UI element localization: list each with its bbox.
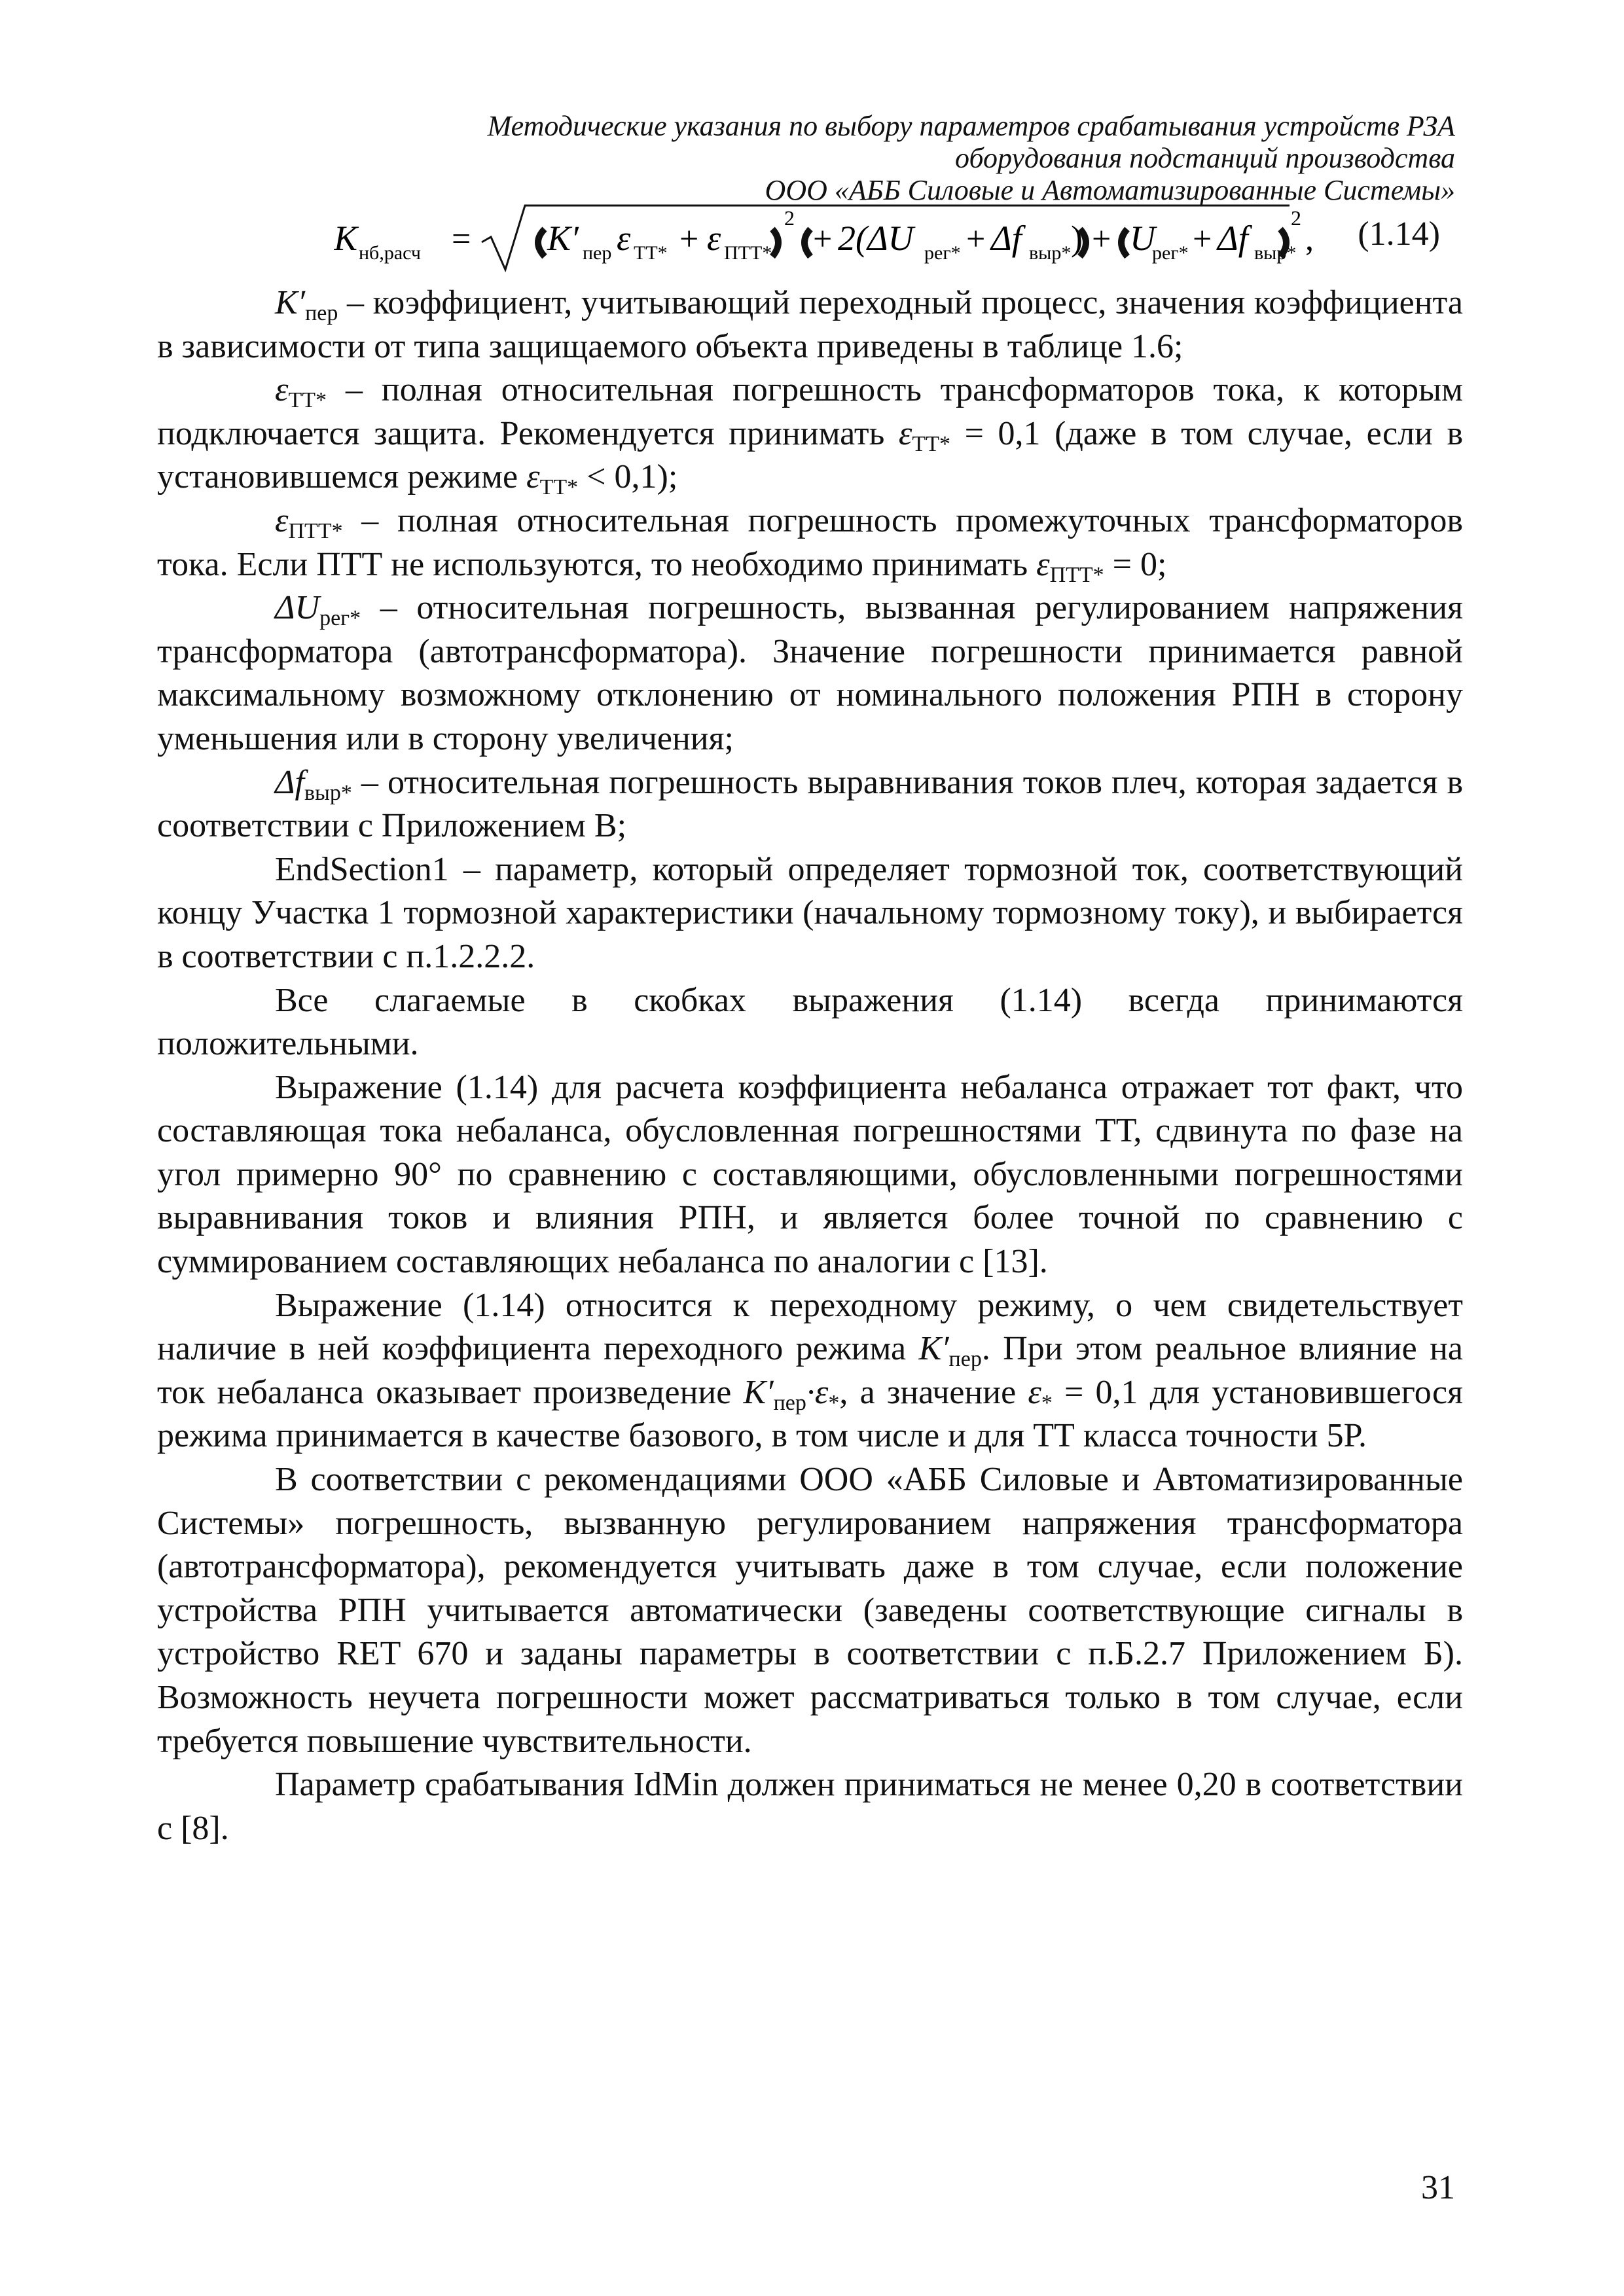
paragraph-text: – полная относительная погрешность трансформаторов тока, к которым подключается защита. Рекомендуется принимать	[157, 371, 1463, 452]
symbol-eps-tt-sub: TT*	[912, 431, 950, 456]
paragraph-text: – коэффициент, учитывающий переходный процесс, значения коэффициента в зависимости от типа защищаемого объекта приведены в таблице 1.6;	[157, 284, 1463, 365]
formula-delta-f: Δf	[991, 219, 1022, 258]
paragraph-ureg-definition	[157, 586, 1463, 761]
formula-plus-5: +	[1193, 221, 1212, 258]
paragraph-text: (даже в том случае, если в установившемся режиме	[157, 414, 1464, 496]
symbol-eps-ptt: ε	[275, 501, 289, 539]
formula-delta-u: 2(ΔU	[838, 219, 914, 258]
symbol-eps-ptt-sub: ПТТ*	[288, 518, 343, 543]
paragraph-positive-terms: Все слагаемые в скобках выражения (1.14) всегда принимаются положительными.	[157, 981, 1463, 1063]
symbol-star-sub: *	[828, 1390, 840, 1415]
formula-close-paren: )	[1071, 219, 1083, 258]
equation-inline: = 0,1	[950, 414, 1041, 452]
formula-square-2: 2	[1291, 206, 1301, 230]
bracket-open-1	[538, 229, 545, 257]
symbol-kper: K′	[743, 1373, 774, 1411]
formula-eps-tt: ε	[617, 219, 631, 258]
paragraph-text: – относительная погрешность выравнивания токов плеч, которая задается в соответствии с Приложением В;	[157, 763, 1463, 845]
symbol-delta-f: Δf	[275, 763, 304, 801]
symbol-eps-ptt: ε	[1036, 545, 1050, 583]
page-number: 31	[1421, 2169, 1455, 2206]
paragraph-text: Выражение (1.14) относится к переходному режиму, о чем свидетельствует наличие в ней коэффициента переходного режима	[157, 1286, 1463, 1368]
formula-ureg-sub-2: рег*	[1152, 242, 1189, 264]
symbol-delta-u-sub: рег*	[319, 606, 361, 631]
paragraph-fvyr-definition	[157, 761, 1463, 848]
symbol-eps-tt: ε	[526, 458, 540, 496]
equation-number: (1.14)	[1358, 215, 1440, 253]
equation-inline: = 0;	[1104, 545, 1167, 583]
symbol-eps-tt-sub: TT*	[288, 388, 327, 413]
header-line-3: ООО «АББ Силовые и Автоматизированные Системы»	[765, 174, 1455, 206]
paragraph-eps-tt-definition	[157, 368, 1463, 499]
paragraph-endsection1: EndSection1 – параметр, который определяет тормозной ток, соответствующий концу Участка 1 тормозной характеристики (начальному тормозному току), и выбирается в соответствии с п.1.2.2.2.	[157, 850, 1463, 975]
formula-delta-f-2: Δf	[1218, 219, 1248, 258]
formula-square-1: 2	[784, 206, 795, 230]
symbol-kper: K′	[275, 284, 306, 321]
paragraph-text: . При этом реальное влияние на ток небаланса оказывает произведение	[157, 1330, 1463, 1411]
formula-plus-3: +	[966, 221, 986, 258]
formula-lhs-sub: нб,расч	[359, 242, 421, 264]
formula-kper-sub: пер	[583, 242, 612, 264]
formula-equals: =	[452, 221, 471, 258]
formula-plus-1: +	[679, 221, 699, 258]
paragraph-text: – относительная погрешность, вызванная регулированием напряжения трансформатора (автотрансформатора). Значение погрешности принимается равной максимальному возможному отклонению от номинального положения РПН в сторону уменьшения или в сторону увеличения;	[157, 589, 1463, 757]
paragraph-idmin: Параметр срабатывания IdMin должен приниматься не менее 0,20 в соответствии с [8].	[157, 1766, 1463, 1847]
formula-plus-2: +	[813, 221, 833, 258]
formula-fvyr-sub: выр*	[1029, 242, 1072, 264]
formula-eps-ptt-sub: ПТТ*	[724, 242, 772, 264]
page-body	[157, 281, 1463, 1850]
bracket-open-3	[1121, 229, 1127, 257]
symbol-eps: ε	[1028, 1373, 1041, 1411]
formula-u: U	[1130, 219, 1155, 258]
symbol-kper-sub: пер	[773, 1390, 806, 1415]
paragraph-text: , а значение	[839, 1373, 1028, 1411]
paragraph-expression-accuracy: Выражение (1.14) для расчета коэффициента небаланса отражает тот факт, что составляющая тока небаланса, обусловленная погрешностями ТТ, сдвинута по фазе на угол примерно 90° по сравнению с составляющими, обусловленными погрешностями выравнивания токов и влияния РПН, и является более точной по сравнению с суммированием составляющих небаланса по аналогии с [13].	[157, 1068, 1463, 1281]
formula-graphic	[334, 203, 1316, 275]
symbol-eps-tt-sub: TT*	[539, 475, 579, 500]
formula-ureg-sub: рег*	[924, 242, 961, 264]
symbol-kper-sub: пер	[305, 301, 338, 325]
bracket-close-1	[772, 229, 778, 257]
formula-kper: K′	[547, 219, 579, 258]
paragraph-kper-definition	[157, 281, 1463, 368]
symbol-delta-u: ΔU	[275, 589, 320, 627]
paragraph-eps-ptt-definition	[157, 499, 1463, 586]
paragraph-abb-recommendation: В соответствии с рекомендациями ООО «АББ Силовые и Автоматизированные Системы» погрешность, вызванную регулированием напряжения трансформатора (автотрансформатора), рекомендуется учитывать даже в том случае, если положение устройства РПН учитывается автоматически (заведены соответствующие сигналы в устройство RET 670 и заданы параметры в соответствии с п.Б.2.7 Приложением Б). Возможность неучета погрешности может рассматриваться только в том случае, если требуется повышение чувствительности.	[157, 1461, 1463, 1760]
paragraph-transient-mode	[157, 1284, 1463, 1458]
formula-eps-ptt: ε	[707, 219, 721, 258]
formula-1-14	[334, 203, 1440, 275]
symbol-eps-tt: ε	[898, 414, 912, 452]
header-line-1: Методические указания по выбору параметров срабатывания устройств РЗА	[487, 110, 1455, 142]
formula-lhs: K	[334, 219, 358, 258]
symbol-delta-f-sub: выр*	[304, 780, 352, 805]
symbol-product: ·ε	[806, 1373, 829, 1411]
symbol-eps-ptt-sub: ПТТ*	[1049, 562, 1104, 587]
symbol-star-sub: *	[1041, 1390, 1053, 1415]
symbol-kper: K′	[918, 1330, 949, 1368]
equation-inline: < 0,1);	[578, 458, 678, 496]
paragraph-text: – полная относительная погрешность промежуточных трансформаторов тока. Если ПТТ не используются, то необходимо принимать	[157, 501, 1463, 583]
symbol-eps-tt: ε	[275, 371, 289, 409]
formula-plus-4: +	[1092, 221, 1111, 258]
formula-fvyr-sub-2: выр*	[1254, 242, 1297, 264]
formula-eps-tt-sub: TT*	[634, 242, 668, 264]
symbol-kper-sub: пер	[948, 1347, 982, 1372]
header-line-2: оборудования подстанций производства	[955, 142, 1455, 174]
paragraph-text: = 0,1 для установившегося режима принимается в качестве базового, в том числе и для ТТ класса точности 5Р.	[157, 1373, 1463, 1455]
running-header	[473, 110, 1455, 206]
bracket-open-2	[804, 229, 810, 257]
formula-comma: ,	[1305, 221, 1314, 258]
